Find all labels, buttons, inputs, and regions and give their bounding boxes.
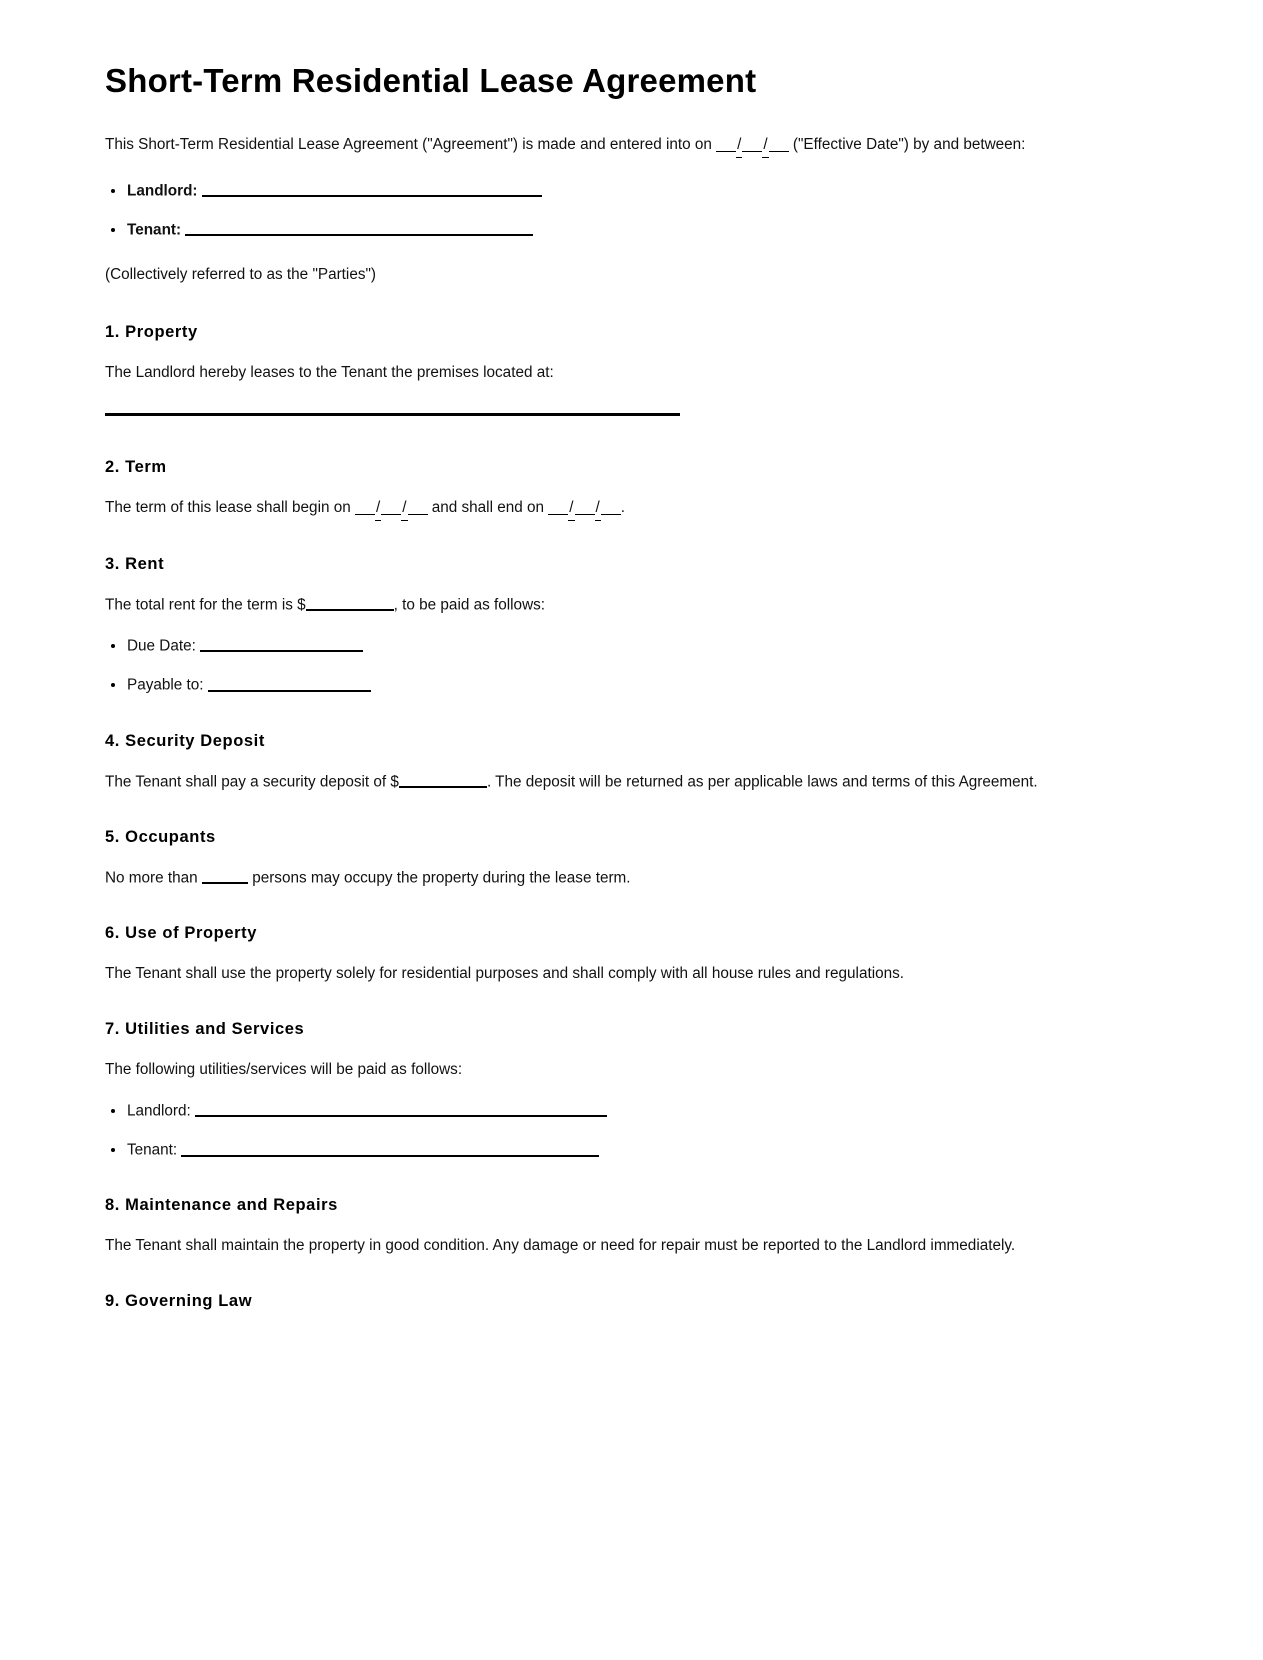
term-end-slash-1: /	[568, 497, 574, 521]
term-text-mid: and shall end on	[431, 499, 545, 517]
effective-date-day[interactable]	[742, 136, 762, 152]
utilities-landlord-blank[interactable]	[195, 1100, 607, 1117]
term-end-date-blank[interactable]	[548, 497, 621, 521]
section-heading-occupants: 5. Occupants	[105, 827, 216, 846]
section-utilities-and-services	[105, 1020, 1158, 1162]
section-occupants	[105, 828, 1158, 890]
parties-list	[105, 180, 1158, 242]
party-tenant-label: Tenant:	[127, 221, 182, 239]
rent-text-after-amount: , to be paid as follows:	[393, 596, 546, 614]
rent-amount-blank[interactable]	[306, 594, 394, 611]
parties-note: (Collectively referred to as the "Parties")	[105, 266, 377, 284]
section-property-body: The Landlord hereby leases to the Tenant the premises located at:	[105, 364, 554, 382]
term-end-day[interactable]	[575, 499, 595, 515]
date-slash-2: /	[762, 134, 768, 158]
rent-payable-to-blank[interactable]	[208, 674, 371, 691]
term-start-day[interactable]	[381, 499, 401, 515]
term-start-slash-1: /	[375, 497, 381, 521]
party-tenant	[105, 219, 1158, 242]
intro-text-before-date: This Short-Term Residential Lease Agreement ("Agreement") is made and entered into on	[105, 135, 712, 153]
date-slash-1: /	[736, 134, 742, 158]
section-heading-property: 1. Property	[105, 323, 198, 342]
deposit-amount-blank[interactable]	[399, 771, 487, 788]
section-occupants-body	[105, 867, 1158, 890]
utilities-tenant-item	[105, 1139, 1158, 1162]
term-start-year[interactable]	[408, 499, 428, 515]
effective-date-year[interactable]	[769, 136, 789, 152]
party-tenant-blank[interactable]	[185, 219, 533, 236]
section-rent-body	[105, 594, 1158, 617]
section-governing-law	[105, 1292, 1158, 1311]
term-start-month[interactable]	[355, 499, 375, 515]
party-landlord-label: Landlord:	[127, 182, 198, 200]
term-start-slash-2: /	[401, 497, 407, 521]
utilities-tenant-label: Tenant:	[127, 1141, 178, 1159]
section-heading-use-of-property: 6. Use of Property	[105, 924, 258, 943]
rent-due-date-item	[105, 635, 1158, 658]
section-use-of-property-body: The Tenant shall use the property solely for residential purposes and shall comply with all house rules and regulations.	[105, 965, 905, 983]
section-heading-term: 2. Term	[105, 458, 167, 477]
section-security-deposit	[105, 732, 1158, 794]
rent-due-date-label: Due Date:	[127, 637, 196, 655]
section-use-of-property	[105, 924, 1158, 986]
section-utilities-body: The following utilities/services will be paid as follows:	[105, 1061, 463, 1079]
section-term	[105, 458, 1158, 521]
party-landlord	[105, 180, 1158, 203]
term-start-date-blank[interactable]	[355, 497, 428, 521]
deposit-text-before-amount: The Tenant shall pay a security deposit of $	[105, 772, 399, 790]
term-end-slash-2: /	[595, 497, 601, 521]
occupants-count-blank[interactable]	[202, 867, 248, 884]
utilities-landlord-item	[105, 1100, 1158, 1123]
section-heading-governing-law: 9. Governing Law	[105, 1292, 253, 1311]
page-title: Short-Term Residential Lease Agreement	[105, 62, 757, 99]
term-text-before-start: The term of this lease shall begin on	[105, 499, 351, 517]
term-end-year[interactable]	[601, 499, 621, 515]
intro-paragraph	[105, 134, 1158, 158]
section-maintenance-and-repairs	[105, 1196, 1158, 1258]
section-heading-utilities-and-services: 7. Utilities and Services	[105, 1020, 305, 1039]
rent-due-date-blank[interactable]	[200, 635, 363, 652]
section-rent	[105, 555, 1158, 698]
section-security-deposit-body	[105, 771, 1158, 794]
address-spacer	[105, 416, 1158, 424]
section-maintenance-body: The Tenant shall maintain the property in good condition. Any damage or need for repair must be reported to the Landlord immediately.	[105, 1237, 1016, 1255]
utilities-landlord-label: Landlord:	[127, 1102, 191, 1120]
utilities-tenant-blank[interactable]	[181, 1139, 599, 1156]
party-landlord-blank[interactable]	[202, 180, 542, 197]
section-property	[105, 323, 1158, 424]
section-heading-security-deposit: 4. Security Deposit	[105, 731, 265, 750]
section-term-body	[105, 497, 1158, 521]
utilities-responsibility-list	[105, 1100, 1158, 1162]
section-heading-maintenance-and-repairs: 8. Maintenance and Repairs	[105, 1196, 338, 1215]
rent-payable-to-label: Payable to:	[127, 676, 204, 694]
rent-terms-list	[105, 635, 1158, 697]
occupants-text-before-count: No more than	[105, 869, 198, 887]
rent-payable-to-item	[105, 674, 1158, 697]
rent-text-before-amount: The total rent for the term is $	[105, 596, 306, 614]
intro-text-after-date: ("Effective Date") by and between:	[792, 135, 1026, 153]
term-end-month[interactable]	[548, 499, 568, 515]
effective-date-month[interactable]	[716, 136, 736, 152]
term-text-end: .	[620, 499, 626, 517]
deposit-text-after-amount: . The deposit will be returned as per applicable laws and terms of this Agreement.	[486, 772, 1038, 790]
effective-date-blank[interactable]	[716, 134, 789, 158]
occupants-text-after-count: persons may occupy the property during the lease term.	[252, 869, 631, 887]
section-heading-rent: 3. Rent	[105, 554, 165, 573]
